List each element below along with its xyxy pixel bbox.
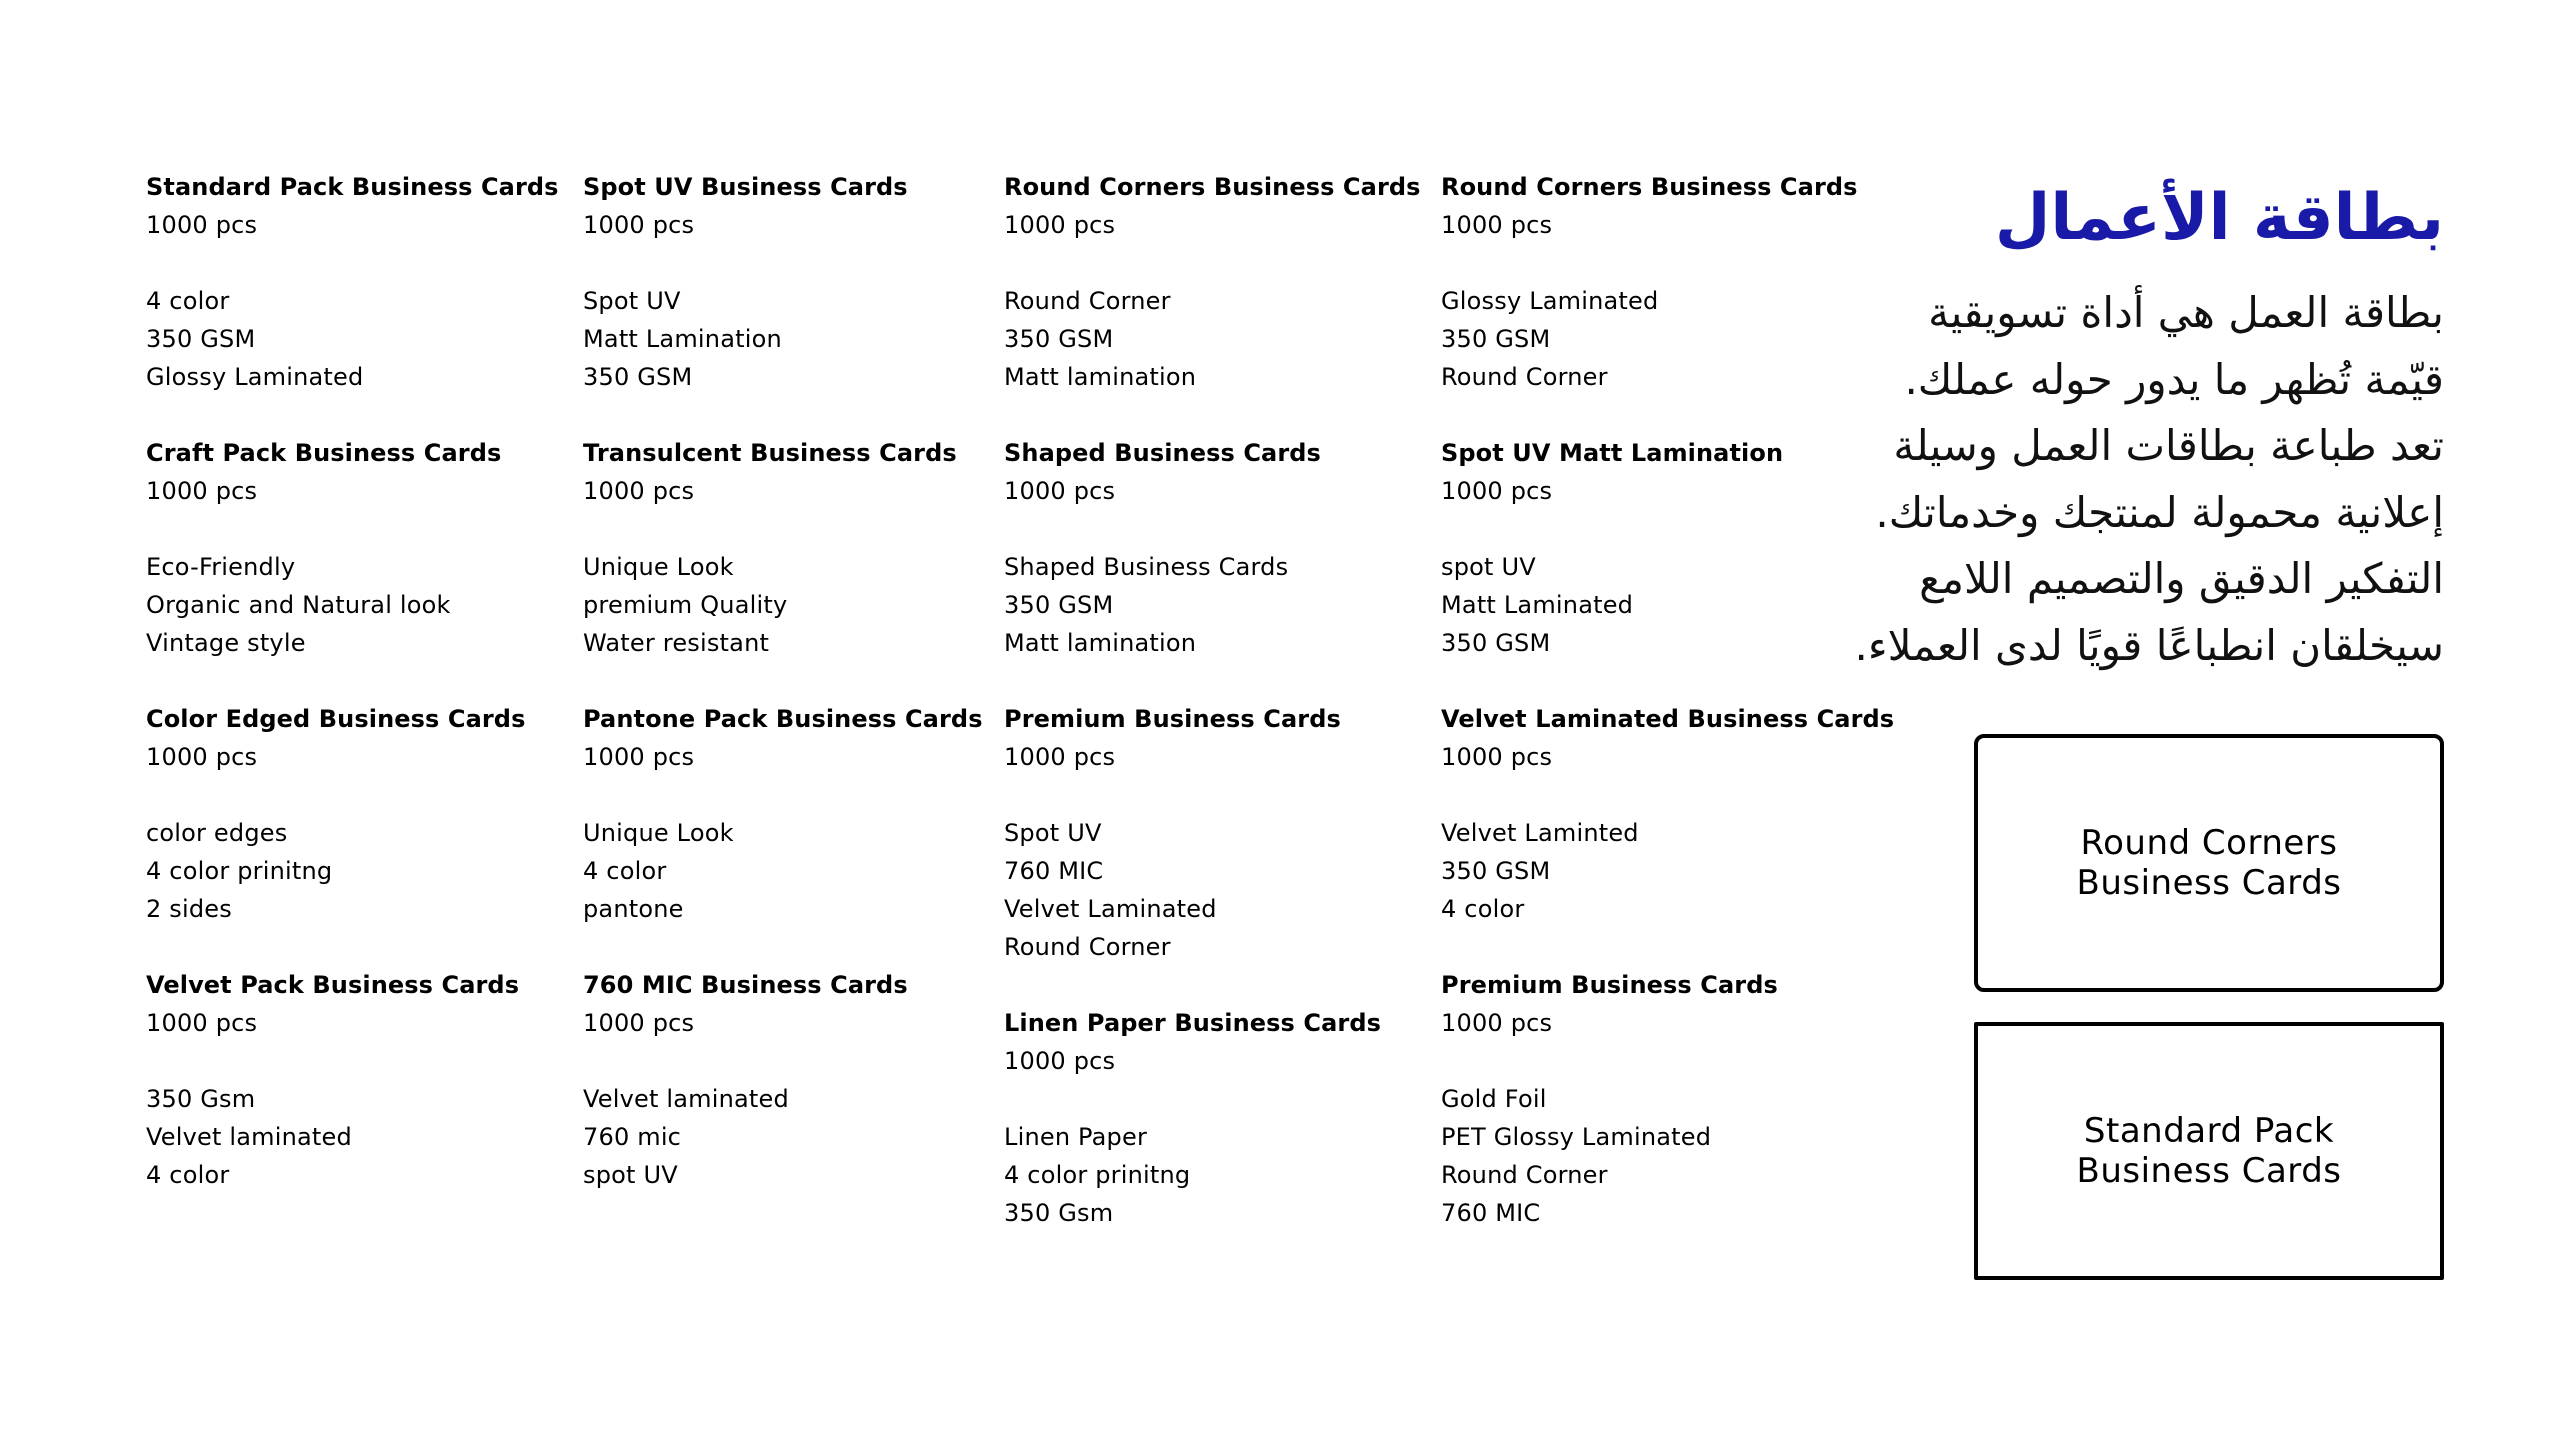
product-feature: Round Corner bbox=[1004, 287, 1171, 315]
product-title: Premium Business Cards bbox=[1441, 971, 1778, 999]
spacer bbox=[1441, 244, 1861, 282]
product-feature: Velvet laminated bbox=[583, 1085, 789, 1113]
product-quantity: 1000 pcs bbox=[583, 1009, 695, 1037]
product-item bbox=[146, 434, 583, 662]
product-feature: Linen Paper bbox=[1004, 1123, 1148, 1151]
product-item bbox=[583, 168, 1004, 396]
product-title: Transulcent Business Cards bbox=[583, 439, 957, 467]
product-column-4 bbox=[1441, 168, 1895, 1270]
product-feature: pantone bbox=[583, 895, 684, 923]
spacer bbox=[146, 510, 583, 548]
product-feature: Round Corner bbox=[1441, 1161, 1608, 1189]
product-feature: 4 color bbox=[1441, 895, 1525, 923]
product-feature: 350 GSM bbox=[1441, 325, 1551, 353]
product-item bbox=[1004, 168, 1441, 396]
arabic-line: سيخلقان انطباعًا قويًا لدى العملاء. bbox=[1854, 620, 2444, 670]
product-feature: Glossy Laminated bbox=[1441, 287, 1659, 315]
product-quantity: 1000 pcs bbox=[146, 477, 258, 505]
product-feature: Matt Lamination bbox=[583, 325, 782, 353]
product-quantity: 1000 pcs bbox=[583, 743, 695, 771]
spacer bbox=[583, 1042, 1004, 1080]
product-title: Spot UV Business Cards bbox=[583, 173, 908, 201]
product-feature: spot UV bbox=[1441, 553, 1536, 581]
product-feature: Velvet Laminted bbox=[1441, 819, 1639, 847]
product-item bbox=[1441, 168, 1861, 396]
product-title: Velvet Pack Business Cards bbox=[146, 971, 520, 999]
arabic-heading: بطاقة الأعمال bbox=[1994, 181, 2444, 255]
product-item bbox=[583, 700, 1004, 928]
product-quantity: 1000 pcs bbox=[1441, 743, 1553, 771]
standard-pack-card-sample bbox=[1974, 1022, 2444, 1280]
spacer bbox=[146, 244, 583, 282]
product-quantity: 1000 pcs bbox=[1441, 211, 1553, 239]
product-feature: 4 color bbox=[583, 857, 667, 885]
spacer bbox=[583, 510, 1004, 548]
product-title: Spot UV Matt Lamination bbox=[1441, 439, 1784, 467]
product-feature: 350 GSM bbox=[1441, 629, 1551, 657]
product-feature: 350 GSM bbox=[583, 363, 693, 391]
round-corners-card-sample bbox=[1974, 734, 2444, 992]
product-feature: Velvet laminated bbox=[146, 1123, 352, 1151]
product-quantity: 1000 pcs bbox=[1004, 211, 1116, 239]
product-feature: Spot UV bbox=[1004, 819, 1102, 847]
product-title: Velvet Laminated Business Cards bbox=[1441, 705, 1895, 733]
product-quantity: 1000 pcs bbox=[1441, 1009, 1553, 1037]
product-column-1 bbox=[146, 168, 583, 1270]
product-feature: Unique Look bbox=[583, 819, 734, 847]
product-title: Premium Business Cards bbox=[1004, 705, 1341, 733]
spacer bbox=[146, 1042, 583, 1080]
product-feature: 760 MIC bbox=[1004, 857, 1104, 885]
product-title: Round Corners Business Cards bbox=[1004, 173, 1421, 201]
product-item bbox=[1004, 700, 1441, 966]
product-title: Linen Paper Business Cards bbox=[1004, 1009, 1382, 1037]
product-feature: Spot UV bbox=[583, 287, 681, 315]
product-feature: 4 color bbox=[146, 287, 230, 315]
product-feature: 350 GSM bbox=[146, 325, 256, 353]
product-feature: color edges bbox=[146, 819, 288, 847]
product-feature: Shaped Business Cards bbox=[1004, 553, 1289, 581]
arabic-section bbox=[1804, 168, 2444, 679]
product-feature: Round Corner bbox=[1004, 933, 1171, 961]
product-feature: Gold Foil bbox=[1441, 1085, 1547, 1113]
product-feature: Unique Look bbox=[583, 553, 734, 581]
spacer bbox=[1004, 776, 1441, 814]
product-feature: Matt Laminated bbox=[1441, 591, 1634, 619]
product-item bbox=[146, 700, 583, 928]
product-feature: Matt lamination bbox=[1004, 363, 1197, 391]
product-feature: 760 MIC bbox=[1441, 1199, 1541, 1227]
card-sample-line: Round Corners bbox=[2080, 823, 2338, 863]
spacer bbox=[583, 776, 1004, 814]
product-feature: Velvet Laminated bbox=[1004, 895, 1217, 923]
product-item bbox=[1004, 1004, 1441, 1232]
product-feature: Round Corner bbox=[1441, 363, 1608, 391]
product-feature: 350 GSM bbox=[1004, 591, 1114, 619]
spacer bbox=[1004, 510, 1441, 548]
product-feature: Water resistant bbox=[583, 629, 770, 657]
arabic-line: بطاقة العمل هي أداة تسويقية bbox=[1928, 288, 2444, 337]
arabic-line: قيّمة تُظهر ما يدور حوله عملك. bbox=[1904, 354, 2444, 404]
card-sample-line: Business Cards bbox=[2076, 863, 2342, 903]
product-feature: PET Glossy Laminated bbox=[1441, 1123, 1712, 1151]
spacer bbox=[1441, 1042, 1861, 1080]
product-item bbox=[583, 434, 1004, 662]
product-feature: Glossy Laminated bbox=[146, 363, 364, 391]
product-title: Pantone Pack Business Cards bbox=[583, 705, 983, 733]
product-quantity: 1000 pcs bbox=[1441, 477, 1553, 505]
product-title: Standard Pack Business Cards bbox=[146, 173, 559, 201]
product-feature: 350 GSM bbox=[1004, 325, 1114, 353]
product-item bbox=[146, 168, 583, 396]
product-item bbox=[1004, 434, 1441, 662]
product-feature: 2 sides bbox=[146, 895, 232, 923]
arabic-line: تعد طباعة بطاقات العمل وسيلة bbox=[1893, 421, 2444, 470]
product-title: Round Corners Business Cards bbox=[1441, 173, 1858, 201]
product-list bbox=[146, 168, 1895, 1270]
product-feature: 4 color prinitng bbox=[146, 857, 333, 885]
product-feature: 350 Gsm bbox=[1004, 1199, 1114, 1227]
product-title: Craft Pack Business Cards bbox=[146, 439, 502, 467]
product-feature: 350 GSM bbox=[1441, 857, 1551, 885]
product-item bbox=[1441, 966, 1861, 1232]
product-column-2 bbox=[583, 168, 1004, 1270]
product-feature: Vintage style bbox=[146, 629, 306, 657]
spacer bbox=[1441, 776, 1861, 814]
spacer bbox=[1004, 1080, 1441, 1118]
product-feature: Eco-Friendly bbox=[146, 553, 296, 581]
arabic-line: التفكير الدقيق والتصميم اللامع bbox=[1919, 554, 2444, 603]
product-feature: 350 Gsm bbox=[146, 1085, 256, 1113]
spacer bbox=[146, 776, 583, 814]
arabic-line: إعلانية محمولة لمنتجك وخدماتك. bbox=[1875, 487, 2444, 537]
product-feature: premium Quality bbox=[583, 591, 788, 619]
product-feature: spot UV bbox=[583, 1161, 678, 1189]
spacer bbox=[1441, 510, 1861, 548]
arabic-description bbox=[1804, 280, 2444, 679]
product-item bbox=[583, 966, 1004, 1194]
product-feature: Organic and Natural look bbox=[146, 591, 451, 619]
product-quantity: 1000 pcs bbox=[1004, 1047, 1116, 1075]
product-quantity: 1000 pcs bbox=[146, 211, 258, 239]
spacer bbox=[583, 244, 1004, 282]
product-title: 760 MIC Business Cards bbox=[583, 971, 908, 999]
product-item bbox=[1441, 434, 1861, 662]
product-quantity: 1000 pcs bbox=[1004, 477, 1116, 505]
product-feature: 760 mic bbox=[583, 1123, 682, 1151]
product-quantity: 1000 pcs bbox=[146, 743, 258, 771]
product-quantity: 1000 pcs bbox=[1004, 743, 1116, 771]
spacer bbox=[1004, 244, 1441, 282]
product-item bbox=[1441, 700, 1895, 928]
product-column-3 bbox=[1004, 168, 1441, 1270]
product-feature: Matt lamination bbox=[1004, 629, 1197, 657]
product-title: Color Edged Business Cards bbox=[146, 705, 526, 733]
card-sample-line: Business Cards bbox=[2076, 1151, 2342, 1191]
product-item bbox=[146, 966, 583, 1194]
product-feature: 4 color bbox=[146, 1161, 230, 1189]
product-quantity: 1000 pcs bbox=[583, 211, 695, 239]
product-quantity: 1000 pcs bbox=[583, 477, 695, 505]
product-title: Shaped Business Cards bbox=[1004, 439, 1321, 467]
card-sample-label bbox=[2077, 1111, 2342, 1191]
product-quantity: 1000 pcs bbox=[146, 1009, 258, 1037]
card-sample-line: Standard Pack bbox=[2083, 1111, 2335, 1151]
product-feature: 4 color prinitng bbox=[1004, 1161, 1191, 1189]
card-sample-label bbox=[2077, 823, 2342, 903]
